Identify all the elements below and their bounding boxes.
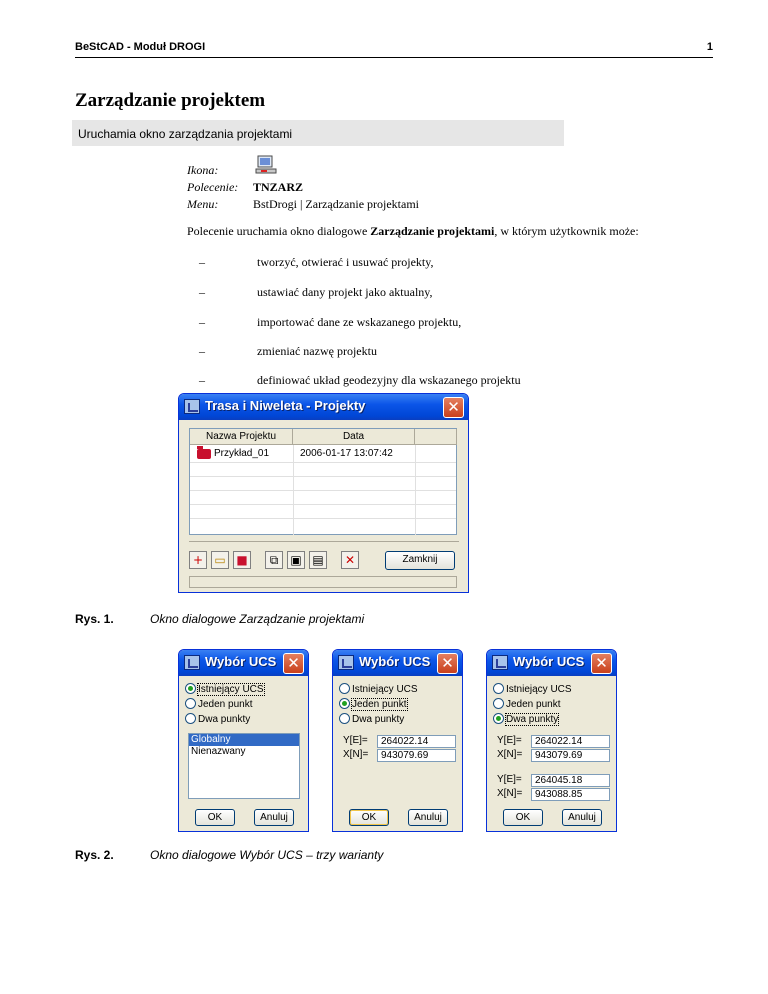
dialog-title: Wybór UCS <box>513 654 585 669</box>
y-coordinate-field[interactable]: 264022.14 <box>377 735 456 748</box>
y-coordinate-row: Y[E]= 264022.14 <box>497 735 610 748</box>
y-coordinate-row: Y[E]= 264045.18 <box>497 774 610 787</box>
cancel-button[interactable]: Anuluj <box>562 809 602 826</box>
app-icon <box>338 655 354 670</box>
ucs-dialog-existing <box>178 649 309 832</box>
x-coordinate-row: X[N]= 943079.69 <box>497 749 610 762</box>
app-icon <box>492 655 508 670</box>
column-header-empty <box>415 429 457 445</box>
menu-value: BstDrogi | Zarządzanie projektami <box>253 197 420 211</box>
import-icon[interactable]: ⧉ <box>265 551 283 569</box>
figure-number: Rys. 2. <box>75 848 114 862</box>
radio-existing-ucs[interactable]: Istniejący UCS <box>185 683 264 697</box>
radio-two-points[interactable]: Dwa punkty <box>493 713 558 727</box>
meta-command-row <box>187 180 303 195</box>
project-date-cell[interactable]: 2006-01-17 13:07:42 <box>300 448 393 459</box>
projects-list[interactable] <box>189 428 457 535</box>
figure-number: Rys. 1. <box>75 612 114 626</box>
cancel-button[interactable]: Anuluj <box>408 809 448 826</box>
folder-icon <box>197 449 211 459</box>
dialog-title: Wybór UCS <box>359 654 431 669</box>
x-coordinate-field[interactable]: 943088.85 <box>531 788 610 801</box>
status-bar <box>189 576 457 588</box>
radio-one-point[interactable]: Jeden punkt <box>185 698 253 712</box>
project-name-cell[interactable]: Przykład_01 <box>214 448 270 459</box>
ok-button[interactable]: OK <box>349 809 389 826</box>
app-icon <box>184 655 200 670</box>
figure-caption: Okno dialogowe Zarządzanie projektami <box>150 612 365 626</box>
title-bar[interactable] <box>179 394 468 420</box>
project-manager-icon <box>255 155 277 175</box>
description: Polecenie uruchamia okno dialogowe Zarządzanie projektami, w którym użytkownik może: <box>187 224 639 238</box>
icon-label: Ikona: <box>187 163 219 177</box>
ucs-list[interactable] <box>188 733 300 799</box>
radio-two-points[interactable]: Dwa punkty <box>185 713 250 727</box>
list-item[interactable]: Nienazwany <box>191 746 246 757</box>
rename-icon[interactable]: ▤ <box>309 551 327 569</box>
ok-button[interactable]: OK <box>503 809 543 826</box>
meta-menu-row <box>187 197 419 212</box>
bullet-item: – tworzyć, otwierać i usuwać projekty, <box>199 255 434 269</box>
close-icon[interactable]: ✕ <box>437 653 458 674</box>
ok-button[interactable]: OK <box>195 809 235 826</box>
page-header <box>75 40 713 58</box>
y-coordinate-row: Y[E]= 264022.14 <box>343 735 456 748</box>
list-item[interactable]: Globalny <box>189 734 299 746</box>
column-header-date[interactable]: Data <box>293 429 415 445</box>
ucs-dialog-two-points <box>486 649 617 832</box>
close-icon[interactable]: ✕ <box>283 653 304 674</box>
command-value: TNZARZ <box>253 180 304 194</box>
x-coordinate-row: X[N]= 943088.85 <box>497 788 610 801</box>
title-bar[interactable] <box>333 650 462 676</box>
delete-project-icon[interactable]: ■ <box>233 551 251 569</box>
app-icon <box>184 399 200 414</box>
radio-two-points[interactable]: Dwa punkty <box>339 713 404 727</box>
close-icon[interactable]: ✕ <box>443 397 464 418</box>
radio-existing-ucs[interactable]: Istniejący UCS <box>339 683 418 697</box>
column-header-name[interactable]: Nazwa Projektu <box>190 429 293 445</box>
bullet-item: – importować dane ze wskazanego projektu, <box>199 315 462 329</box>
y-coordinate-field[interactable]: 264022.14 <box>531 735 610 748</box>
save-icon[interactable]: ▣ <box>287 551 305 569</box>
command-label: Polecenie: <box>187 180 239 194</box>
x-coordinate-row: X[N]= 943079.69 <box>343 749 456 762</box>
figure-caption-1 <box>75 612 575 628</box>
title-bar[interactable] <box>487 650 616 676</box>
cancel-button[interactable]: Anuluj <box>254 809 294 826</box>
description-bold: Zarządzanie projektami <box>370 224 495 238</box>
intro-bar: Uruchamia okno zarządzania projektami <box>72 120 564 146</box>
delete-icon[interactable]: ✕ <box>341 551 359 569</box>
title-bar[interactable] <box>179 650 308 676</box>
new-project-icon[interactable]: + <box>189 551 207 569</box>
menu-label: Menu: <box>187 197 219 211</box>
ucs-dialog-one-point <box>332 649 463 832</box>
close-button[interactable]: Zamknij <box>385 551 455 570</box>
x-coordinate-field[interactable]: 943079.69 <box>531 749 610 762</box>
figure-caption: Okno dialogowe Wybór UCS – trzy warianty <box>150 848 384 862</box>
section-title: Zarządzanie projektem <box>75 90 266 111</box>
projects-dialog <box>178 393 469 593</box>
figure-caption-2 <box>75 848 575 864</box>
open-folder-icon[interactable]: ▭ <box>211 551 229 569</box>
radio-one-point[interactable]: Jeden punkt <box>493 698 561 712</box>
bullet-item: – ustawiać dany projekt jako aktualny, <box>199 285 433 299</box>
page-number: 1 <box>706 41 713 53</box>
bullet-item: – zmieniać nazwę projektu <box>199 344 377 358</box>
radio-one-point[interactable]: Jeden punkt <box>339 698 407 712</box>
bullet-item: – definiować układ geodezyjny dla wskazanego projektu <box>199 373 521 387</box>
x-coordinate-field[interactable]: 943079.69 <box>377 749 456 762</box>
dialog-title: Wybór UCS <box>205 654 277 669</box>
dialog-title: Trasa i Niweleta - Projekty <box>205 398 366 413</box>
header-title: BeStCAD - Moduł DROGI <box>75 41 206 53</box>
radio-existing-ucs[interactable]: Istniejący UCS <box>493 683 572 697</box>
close-icon[interactable]: ✕ <box>591 653 612 674</box>
meta-icon-row <box>187 163 253 178</box>
y-coordinate-field[interactable]: 264045.18 <box>531 774 610 787</box>
